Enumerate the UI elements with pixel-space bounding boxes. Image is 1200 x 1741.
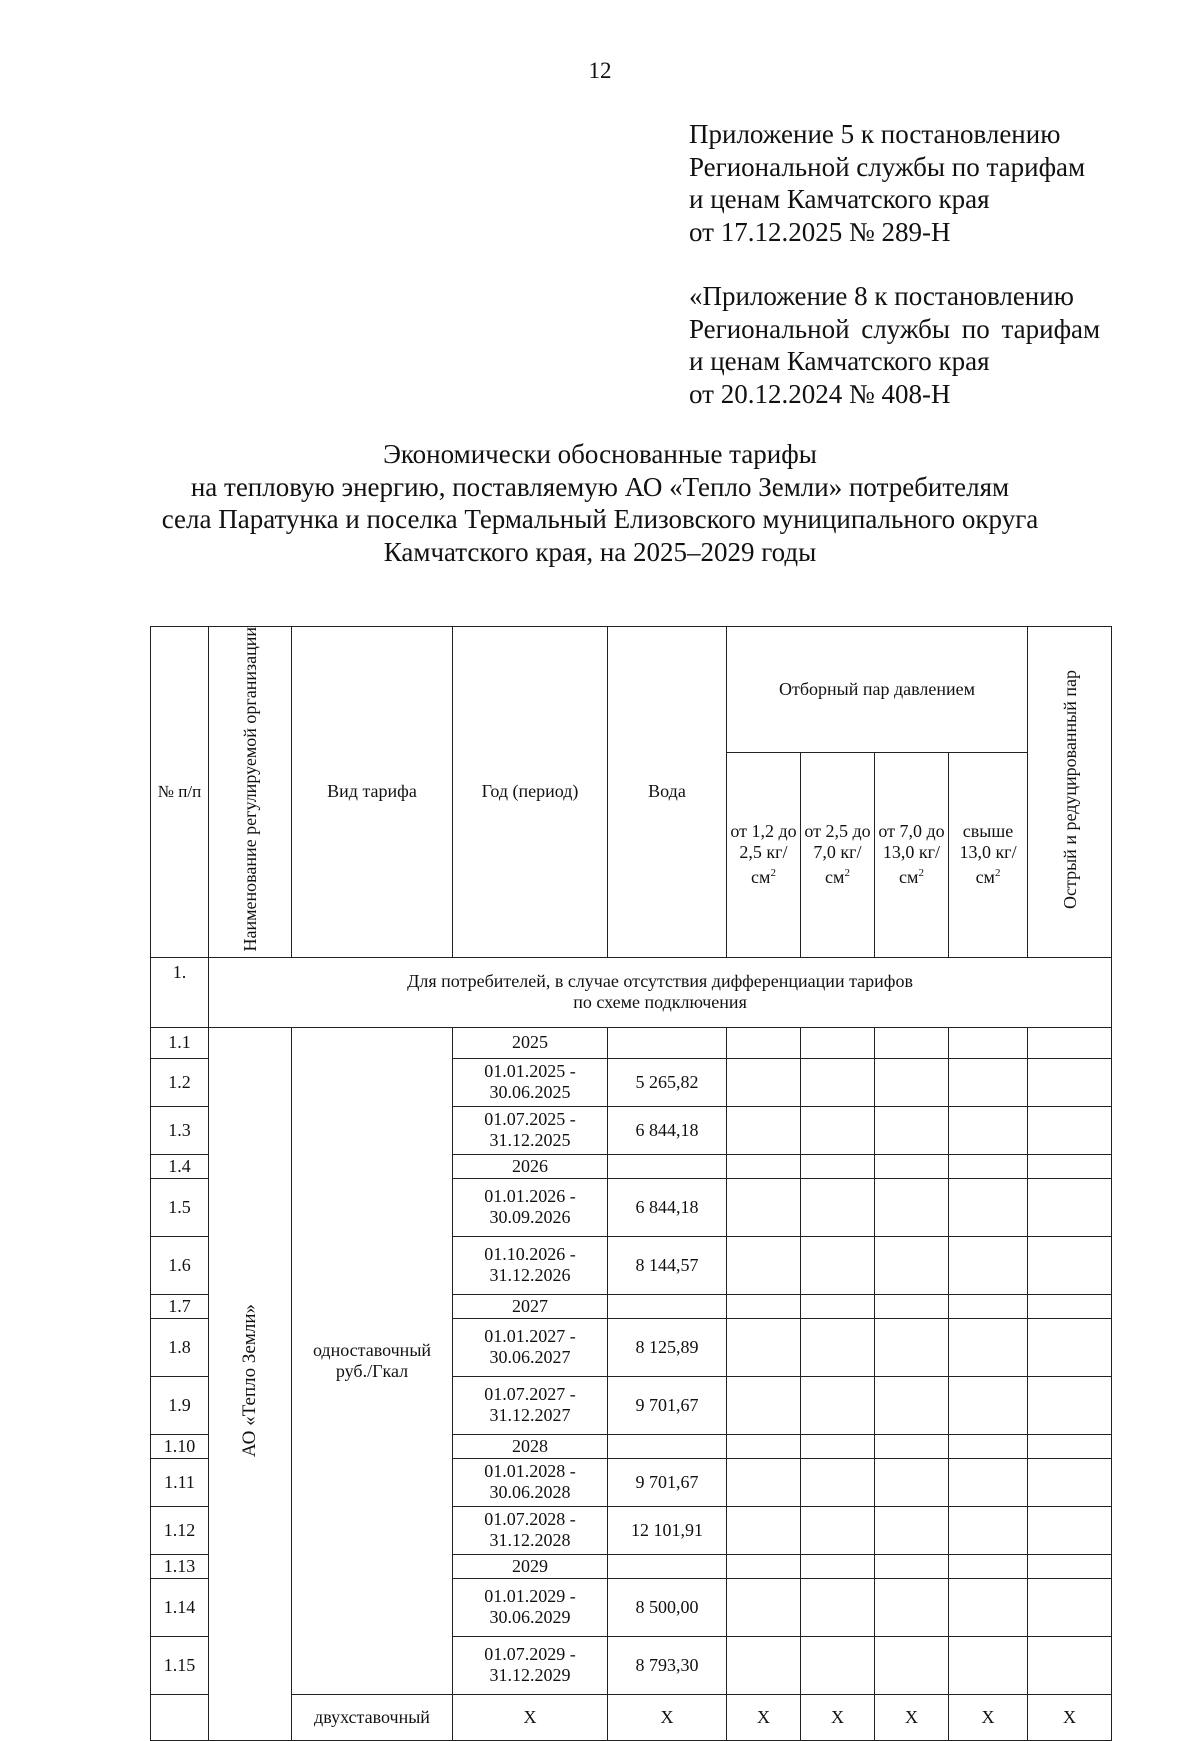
header-num: № п/п: [151, 627, 209, 958]
empty-cell: [1028, 1058, 1112, 1106]
header-sharp-label: Острый и редуцированный пар: [1059, 669, 1080, 909]
period-cell: [453, 1506, 608, 1554]
water-value: 8 500,00: [608, 1578, 727, 1636]
row-num: 1.13: [151, 1554, 209, 1578]
row-num: 1.7: [151, 1294, 209, 1318]
empty-cell: [727, 1506, 801, 1554]
period-end: 31.12.2026: [489, 1265, 571, 1286]
header-steam1: [727, 753, 801, 957]
empty-cell: [727, 1236, 801, 1294]
sup: 2: [770, 867, 776, 880]
empty-cell: [875, 1294, 949, 1318]
period-start: 01.10.2026 -: [484, 1244, 576, 1265]
row-num: [151, 1694, 209, 1740]
header-steam4: [949, 753, 1028, 957]
period-start: 01.07.2027 -: [484, 1384, 576, 1405]
empty-cell: [727, 1106, 801, 1154]
empty-cell: [727, 1178, 801, 1236]
empty-cell: [949, 1506, 1028, 1554]
period-start: 01.01.2028 -: [484, 1461, 576, 1482]
empty-cell: [801, 1294, 875, 1318]
appendix-5-header: [689, 118, 1085, 248]
header-org-label: Наименование регулируемой организации: [240, 627, 260, 952]
period-cell: 2028: [453, 1434, 608, 1458]
empty-cell: [1028, 1636, 1112, 1694]
period-start: 01.07.2028 -: [484, 1509, 576, 1530]
org-cell: [209, 1027, 292, 1740]
period-cell: [453, 1318, 608, 1376]
empty-cell: [875, 1236, 949, 1294]
empty-cell: [801, 1636, 875, 1694]
empty-cell: [1028, 1318, 1112, 1376]
empty-cell: [949, 1578, 1028, 1636]
empty-cell: [949, 1027, 1028, 1058]
title-line: на тепловую энергию, поставляемую АО «Тепло Земли» потребителям: [190, 471, 1010, 502]
period-end: 30.09.2026: [489, 1207, 571, 1228]
period-end: 30.06.2028: [489, 1482, 571, 1503]
appendix-8-line: от 20.12.2024 № 408-Н: [689, 378, 951, 409]
empty-cell: [801, 1178, 875, 1236]
period-end: 30.06.2029: [489, 1607, 571, 1628]
empty-cell: [801, 1318, 875, 1376]
header-steam3: [875, 753, 949, 957]
x-mark: X: [727, 1694, 801, 1740]
empty-cell: [875, 1458, 949, 1506]
period-cell: [453, 1458, 608, 1506]
row-num: 1.1: [151, 1027, 209, 1058]
empty-cell: [875, 1106, 949, 1154]
header-water: Вода: [608, 627, 727, 958]
empty-cell: [727, 1578, 801, 1636]
row-num: 1.11: [151, 1458, 209, 1506]
empty-cell: [801, 1554, 875, 1578]
row-num: 1.8: [151, 1318, 209, 1376]
empty-cell: [875, 1318, 949, 1376]
empty-cell: [875, 1178, 949, 1236]
empty-cell: [875, 1154, 949, 1178]
empty-cell: [1028, 1027, 1112, 1058]
document-title: [0, 438, 1200, 568]
appendix-5-line: и ценам Камчатского края: [689, 184, 990, 214]
empty-cell: [949, 1554, 1028, 1578]
period-cell: [453, 1058, 608, 1106]
water-value: [608, 1154, 727, 1178]
period-cell: [453, 1376, 608, 1434]
x-mark: X: [1028, 1694, 1112, 1740]
empty-cell: [727, 1294, 801, 1318]
empty-cell: [949, 1178, 1028, 1236]
empty-cell: [801, 1506, 875, 1554]
empty-cell: [727, 1458, 801, 1506]
water-value: [608, 1434, 727, 1458]
water-value: 8 144,57: [608, 1236, 727, 1294]
empty-cell: [949, 1636, 1028, 1694]
empty-cell: [801, 1106, 875, 1154]
water-value: 9 701,67: [608, 1458, 727, 1506]
empty-cell: [801, 1434, 875, 1458]
empty-cell: [1028, 1434, 1112, 1458]
header-steam2: [801, 753, 875, 957]
period-start: 01.01.2026 -: [484, 1186, 576, 1207]
empty-cell: [1028, 1106, 1112, 1154]
empty-cell: [949, 1318, 1028, 1376]
header-steam3-text: от 7,0 до 13,0 кг/см: [878, 821, 945, 888]
empty-cell: [727, 1058, 801, 1106]
empty-cell: [801, 1154, 875, 1178]
row-num: 1.4: [151, 1154, 209, 1178]
org-name: АО «Тепло Земли»: [239, 1304, 260, 1458]
title-line: Экономически обоснованные тарифы: [383, 439, 817, 469]
empty-cell: [949, 1294, 1028, 1318]
appendix-5-line: Региональной службы по тарифам: [689, 151, 1086, 182]
row-num: 1.3: [151, 1106, 209, 1154]
empty-cell: [1028, 1376, 1112, 1434]
header-steam2-text: от 2,5 до 7,0 кг/см: [804, 821, 871, 888]
row-num: 1.5: [151, 1178, 209, 1236]
period-cell: [453, 1236, 608, 1294]
empty-cell: [949, 1236, 1028, 1294]
empty-cell: [801, 1376, 875, 1434]
header-org: [209, 627, 292, 958]
row-num: 1.2: [151, 1058, 209, 1106]
period-cell: 2025: [453, 1027, 608, 1058]
empty-cell: [1028, 1154, 1112, 1178]
empty-cell: [949, 1458, 1028, 1506]
empty-cell: [875, 1506, 949, 1554]
tariff-one-label: одноставочный руб./Гкал: [312, 1339, 432, 1381]
empty-cell: [875, 1554, 949, 1578]
period-cell: [453, 1178, 608, 1236]
empty-cell: [727, 1027, 801, 1058]
empty-cell: [875, 1376, 949, 1434]
empty-cell: [801, 1458, 875, 1506]
empty-cell: [875, 1434, 949, 1458]
period-start: 01.01.2029 -: [484, 1586, 576, 1607]
header-steam-group: Отборный пар давлением: [727, 627, 1028, 753]
x-mark: X: [453, 1694, 608, 1740]
water-value: 8 125,89: [608, 1318, 727, 1376]
appendix-8-header: [689, 280, 1100, 410]
water-value: [608, 1554, 727, 1578]
x-mark: X: [608, 1694, 727, 1740]
appendix-8-line: «Приложение 8 к постановлению: [689, 281, 1074, 311]
water-value: 5 265,82: [608, 1058, 727, 1106]
empty-cell: [801, 1578, 875, 1636]
empty-cell: [875, 1027, 949, 1058]
empty-cell: [801, 1058, 875, 1106]
row-num: 1.15: [151, 1636, 209, 1694]
empty-cell: [949, 1434, 1028, 1458]
row-num: 1.6: [151, 1236, 209, 1294]
empty-cell: [1028, 1578, 1112, 1636]
table-row: [151, 1694, 1112, 1740]
empty-cell: [727, 1554, 801, 1578]
period-start: 01.01.2025 -: [484, 1061, 576, 1082]
empty-cell: [801, 1236, 875, 1294]
x-mark: X: [949, 1694, 1028, 1740]
empty-cell: [727, 1376, 801, 1434]
period-end: 31.12.2025: [489, 1130, 571, 1151]
header-steam1-text: от 1,2 до 2,5 кг/см: [730, 821, 797, 888]
period-cell: [453, 1636, 608, 1694]
period-end: 30.06.2027: [489, 1347, 571, 1368]
tariff-one-cell: [292, 1027, 453, 1694]
sup: 2: [918, 867, 924, 880]
section-text-line: по схеме подключения: [573, 992, 747, 1013]
water-value: 6 844,18: [608, 1178, 727, 1236]
empty-cell: [1028, 1506, 1112, 1554]
section-text-line: Для потребителей, в случае отсутствия дифференциации тарифов: [407, 971, 913, 992]
header-row: [151, 627, 1112, 753]
empty-cell: [727, 1154, 801, 1178]
water-value: 9 701,67: [608, 1376, 727, 1434]
water-value: 6 844,18: [608, 1106, 727, 1154]
period-end: 31.12.2028: [489, 1530, 571, 1551]
table-row: [151, 1027, 1112, 1058]
period-start: 01.07.2025 -: [484, 1109, 576, 1130]
row-num: 1.9: [151, 1376, 209, 1434]
period-cell: [453, 1578, 608, 1636]
appendix-8-line: Региональной службы по тарифам: [689, 313, 1101, 344]
section-num: 1.: [151, 957, 209, 1027]
period-cell: 2026: [453, 1154, 608, 1178]
period-start: 01.01.2027 -: [484, 1326, 576, 1347]
title-line: Камчатского края, на 2025–2029 годы: [383, 536, 817, 567]
tariff-table: [150, 626, 1112, 1741]
empty-cell: [949, 1058, 1028, 1106]
page-number: 12: [588, 58, 612, 83]
header-sharp: [1028, 627, 1112, 958]
period-start: 01.07.2029 -: [484, 1644, 576, 1665]
x-mark: X: [875, 1694, 949, 1740]
title-line: села Паратунка и поселка Термальный Елизовского муниципального округа: [161, 504, 1039, 534]
empty-cell: [949, 1106, 1028, 1154]
period-end: 31.12.2029: [489, 1665, 571, 1686]
row-num: 1.10: [151, 1434, 209, 1458]
water-value: [608, 1027, 727, 1058]
empty-cell: [1028, 1458, 1112, 1506]
tariff-two-label: двухставочный: [292, 1694, 453, 1740]
section-text: [209, 957, 1112, 1027]
appendix-8-line: и ценам Камчатского края: [689, 346, 990, 376]
empty-cell: [1028, 1294, 1112, 1318]
sup: 2: [994, 867, 1001, 880]
period-cell: [453, 1106, 608, 1154]
row-num: 1.12: [151, 1506, 209, 1554]
period-end: 31.12.2027: [489, 1405, 571, 1426]
water-value: [608, 1294, 727, 1318]
empty-cell: [875, 1058, 949, 1106]
section-row: [151, 957, 1112, 1027]
empty-cell: [875, 1636, 949, 1694]
period-cell: 2029: [453, 1554, 608, 1578]
empty-cell: [949, 1154, 1028, 1178]
x-mark: X: [801, 1694, 875, 1740]
empty-cell: [1028, 1554, 1112, 1578]
period-end: 30.06.2025: [489, 1082, 571, 1103]
empty-cell: [727, 1636, 801, 1694]
empty-cell: [801, 1027, 875, 1058]
sup: 2: [844, 867, 850, 880]
empty-cell: [875, 1578, 949, 1636]
empty-cell: [949, 1376, 1028, 1434]
empty-cell: [1028, 1178, 1112, 1236]
empty-cell: [727, 1434, 801, 1458]
header-tariff-type: Вид тарифа: [292, 627, 453, 958]
empty-cell: [727, 1318, 801, 1376]
appendix-5-line: от 17.12.2025 № 289-Н: [689, 216, 951, 247]
header-year: Год (период): [453, 627, 608, 958]
row-num: 1.14: [151, 1578, 209, 1636]
period-cell: 2027: [453, 1294, 608, 1318]
appendix-5-line: Приложение 5 к постановлению: [689, 119, 1061, 149]
water-value: 12 101,91: [608, 1506, 727, 1554]
header-steam4-text: свыше 13,0 кг/см: [959, 821, 1017, 888]
water-value: 8 793,30: [608, 1636, 727, 1694]
empty-cell: [1028, 1236, 1112, 1294]
